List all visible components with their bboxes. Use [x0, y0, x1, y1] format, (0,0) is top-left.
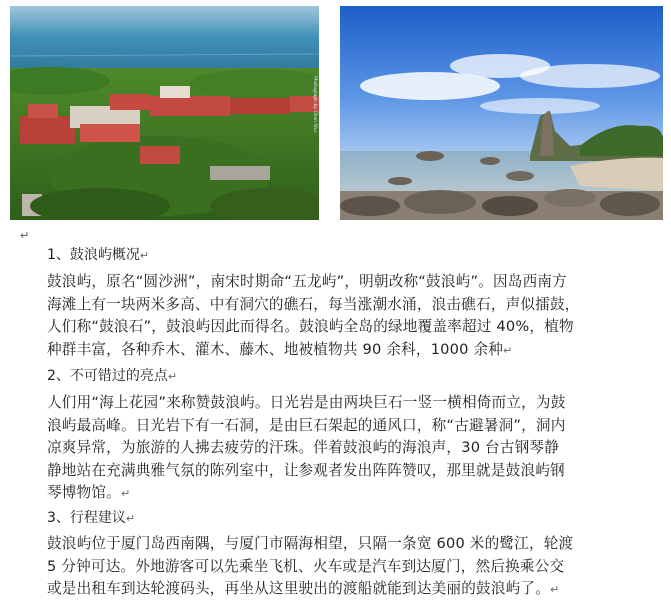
section-1-heading [47, 244, 149, 264]
gulangyu-coast-rocks-photo [340, 6, 663, 220]
section-2-body [47, 392, 637, 506]
paragraph-mark: ↵ [139, 249, 150, 262]
body-line: 静地站在充满典雅气氛的陈列室中，让参观者发出阵阵赞叹，那里就是鼓浪屿钢 [47, 461, 565, 479]
body-line: 浪屿最高峰。日光岩下有一石洞，是由巨石架起的通风口，称“古避暑洞”，洞内 [47, 416, 566, 434]
svg-text:Photograph by Chen Shu: Photograph by Chen Shu [312, 76, 317, 132]
body-line: 鼓浪屿，原名“圆沙洲”，南宋时期命“五龙屿”，明朝改称“鼓浪屿”。因岛西南方 [47, 273, 567, 290]
body-line: 凉爽异常，为旅游的人拂去疲劳的汗珠。伴着鼓浪屿的海浪声，30 台古钢琴静 [47, 439, 560, 456]
paragraph-mark: ↵ [20, 229, 30, 242]
section-1-body [47, 271, 637, 362]
body-line: 人们用“海上花园”来称赞鼓浪屿。日光岩是由两块巨石一竖一横相倚而立，为鼓 [47, 394, 566, 411]
gulangyu-aerial-photo [10, 6, 319, 220]
body-line: 种群丰富，各种乔木、灌木、藤木、地被植物共 90 余科，1000 余种↵ [47, 340, 513, 358]
body-line: 或是出租车到达轮渡码头，再坐从这里驶出的渡船就能到达美丽的鼓浪屿了。↵ [47, 580, 560, 597]
section-2-heading [47, 365, 177, 385]
body-line: 海滩上有一块两米多高、中有洞穴的礁石，每当涨潮水涌，浪击礁石，声似擂鼓， [47, 295, 580, 313]
section-1-heading-text: 1、鼓浪屿概况 [47, 247, 140, 263]
section-3-body [47, 533, 637, 602]
paragraph-mark: ↵ [125, 512, 136, 525]
paragraph-mark: ↵ [167, 370, 178, 383]
body-line: 5 分钟可达。外地游客可以先乘坐飞机、火车或是汽车到达厦门，然后换乘公交 [47, 557, 565, 575]
section-2-heading-text: 2、不可错过的亮点 [47, 368, 168, 384]
body-line: 琴博物馆。↵ [47, 484, 131, 501]
section-3-heading [47, 507, 135, 527]
body-line: 鼓浪屿位于厦门岛西南隅，与厦门市隔海相望，只隔一条宽 600 米的鹭江，轮渡 [47, 535, 574, 552]
section-3-heading-text: 3、行程建议 [47, 510, 126, 526]
body-line: 人们称“鼓浪石”，鼓浪屿因此而得名。鼓浪屿全岛的绿地覆盖率超过 40%，植物 [47, 318, 574, 335]
